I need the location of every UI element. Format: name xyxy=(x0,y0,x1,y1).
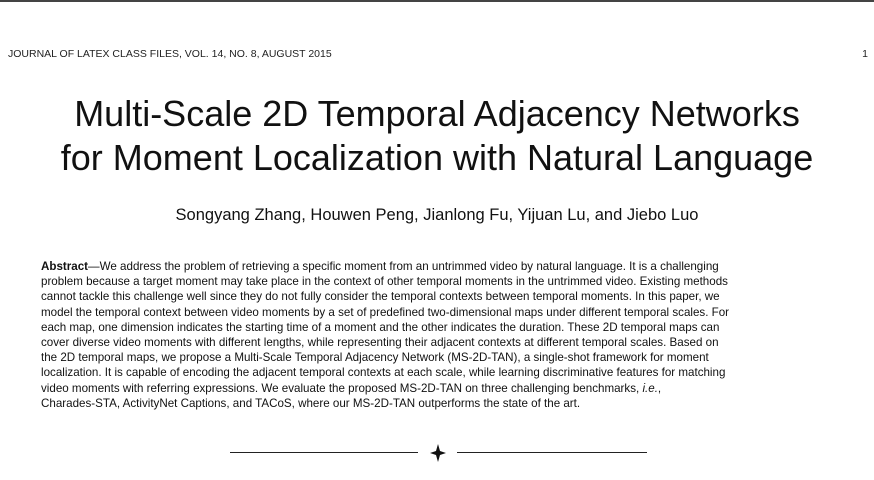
author-list: Songyang Zhang, Houwen Peng, Jianlong Fu, Yijuan Lu, and Jiebo Luo xyxy=(175,206,699,224)
page-number: 1 xyxy=(862,48,868,60)
separator-line-left xyxy=(230,452,418,453)
abstract-line: problem because a target moment may take place in the context of other temporal moments in the untrimmed video. Existing methods xyxy=(41,275,728,289)
paper-title xyxy=(0,92,874,180)
abstract-line xyxy=(41,259,837,274)
abstract-line xyxy=(41,381,837,396)
abstract-line: localization. It is capable of encoding the adjacent temporal contexts at each scale, while learning discriminative features for matching xyxy=(41,366,726,380)
abstract-text: video moments with referring expressions. We evaluate the proposed MS-2D-TAN on three challenging benchmarks, xyxy=(41,381,643,395)
section-separator xyxy=(0,444,874,462)
abstract-ie-italic: i.e. xyxy=(642,381,658,395)
journal-line: JOURNAL OF LATEX CLASS FILES, VOL. 14, NO. 8, AUGUST 2015 xyxy=(8,48,332,60)
separator-line-right xyxy=(457,452,647,453)
abstract-label: Abstract xyxy=(41,260,89,273)
title-line-2: for Moment Localization with Natural Language xyxy=(60,137,814,178)
running-header xyxy=(8,47,868,61)
four-point-star-icon xyxy=(430,444,446,462)
abstract-line: model the temporal context between video moments by a set of predefined two-dimensional maps under different temporal scales. For xyxy=(41,305,730,319)
title-line-1: Multi-Scale 2D Temporal Adjacency Networks xyxy=(74,93,800,134)
abstract-line: cannot tackle this challenge well since they do not fully consider the temporal contexts between temporal moments. In this paper, we xyxy=(41,290,720,304)
abstract-line: the 2D temporal maps, we propose a Multi-Scale Temporal Adjacency Network (MS-2D-TAN), a single-shot framework for moment xyxy=(41,351,709,365)
abstract xyxy=(41,259,837,411)
abstract-line: cover diverse video moments with different lengths, while representing their adjacent contexts at different temporal scales. Based on xyxy=(41,336,719,350)
abstract-text: —We address the problem of retrieving a specific moment from an untrimmed video by natural language. It is a challenging xyxy=(88,260,719,273)
abstract-text: , xyxy=(657,381,662,395)
abstract-line: Charades-STA, ActivityNet Captions, and TACoS, where our MS-2D-TAN outperforms the state of the art. xyxy=(41,396,581,410)
abstract-line: each map, one dimension indicates the starting time of a moment and the other indicates the duration. These 2D temporal maps can xyxy=(41,320,720,334)
top-rule xyxy=(0,0,874,2)
